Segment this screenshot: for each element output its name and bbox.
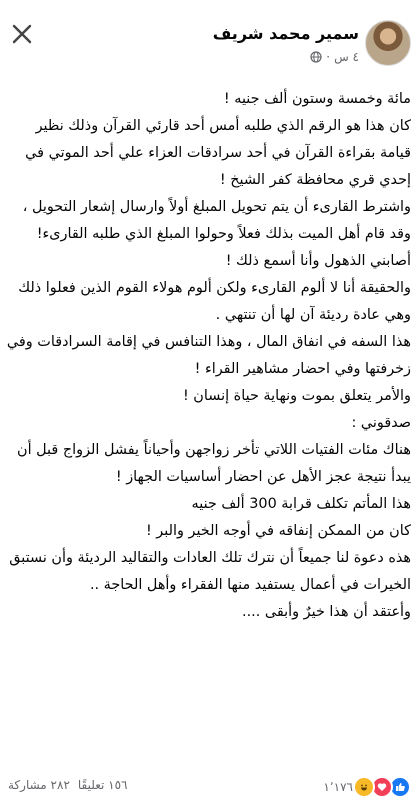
meta-dot: · <box>326 50 331 64</box>
post-line: وأعتقد أن هذا خيرٌ وأبقى .... <box>242 604 411 620</box>
post-line: هناك مئات الفتيات اللاتي تأخر زواجهن وأحياناً يفشل الزواج قبل أن يبدأ نتيجة عجز الأهل عن احضار أساسيات الجهاز ! <box>17 442 411 485</box>
post-header <box>0 10 419 66</box>
globe-icon <box>310 51 322 63</box>
post-stats <box>0 772 419 800</box>
engagement-counts <box>8 778 128 792</box>
post-body <box>6 86 411 766</box>
reactions-summary[interactable] <box>323 776 411 798</box>
comments-count[interactable]: ١٥٦ تعليقًا <box>77 778 128 792</box>
reaction-icons <box>357 776 411 798</box>
post-line: والحقيقة أنا لا ألوم القارىء ولكن ألوم هولاء القوم الذين فعلوا ذلك <box>18 280 411 296</box>
post-line: كان من الممكن إنفاقه في أوجه الخير والبر ! <box>145 523 411 539</box>
post-line: والأمر يتعلق بموت ونهاية حياة إنسان ! <box>182 388 411 404</box>
close-icon[interactable] <box>10 22 34 46</box>
shares-count[interactable]: ٢٨٢ مشاركة <box>8 778 70 792</box>
haha-icon <box>353 776 375 798</box>
author-name[interactable]: سمير محمد شريف <box>212 24 359 43</box>
reactions-count[interactable]: ١٬١٧٦ <box>323 780 353 794</box>
post-line: هذه دعوة لنا جميعاً أن نترك تلك العادات والتقاليد الرديئة وأن نستبق الخيرات في أعمال يستفيد منها الفقراء وأهل الحاجة .. <box>9 550 411 593</box>
avatar[interactable] <box>365 20 411 66</box>
post-line: هذا السفه في انفاق المال ، وهذا التنافس في إقامة السرادقات وفي زخرفتها وفي احضار مشاهير القراء ! <box>6 334 411 377</box>
post-line: كان هذا هو الرقم الذي طلبه أمس أحد قارئي القرآن وذلك نظير قيامة بقراءة القرآن في أحد سرادقات العزاء علي أحد الموتي في إحدي قري محافظة كفر الشيخ ! <box>25 118 411 188</box>
post-line: صدقوني : <box>351 415 411 431</box>
post-time[interactable]: ٤ س <box>334 50 359 64</box>
post-line: وهي عادة رديئة آن لها أن تنتهي . <box>215 307 411 323</box>
post-meta <box>310 50 359 64</box>
post-line: واشترط القارىء أن يتم تحويل المبلغ أولاً وارسال إشعار التحويل ، وقد قام أهل الميت بذلك فعلاً وحولوا المبلغ الذي طلبه القارىء! <box>22 199 411 242</box>
post-line: هذا المأتم تكلف قرابة 300 ألف جنيه <box>191 496 411 512</box>
post-line: أصابني الذهول وأنا أسمع ذلك ! <box>225 253 411 269</box>
post-line: مائة وخمسة وستون ألف جنيه ! <box>223 91 411 107</box>
